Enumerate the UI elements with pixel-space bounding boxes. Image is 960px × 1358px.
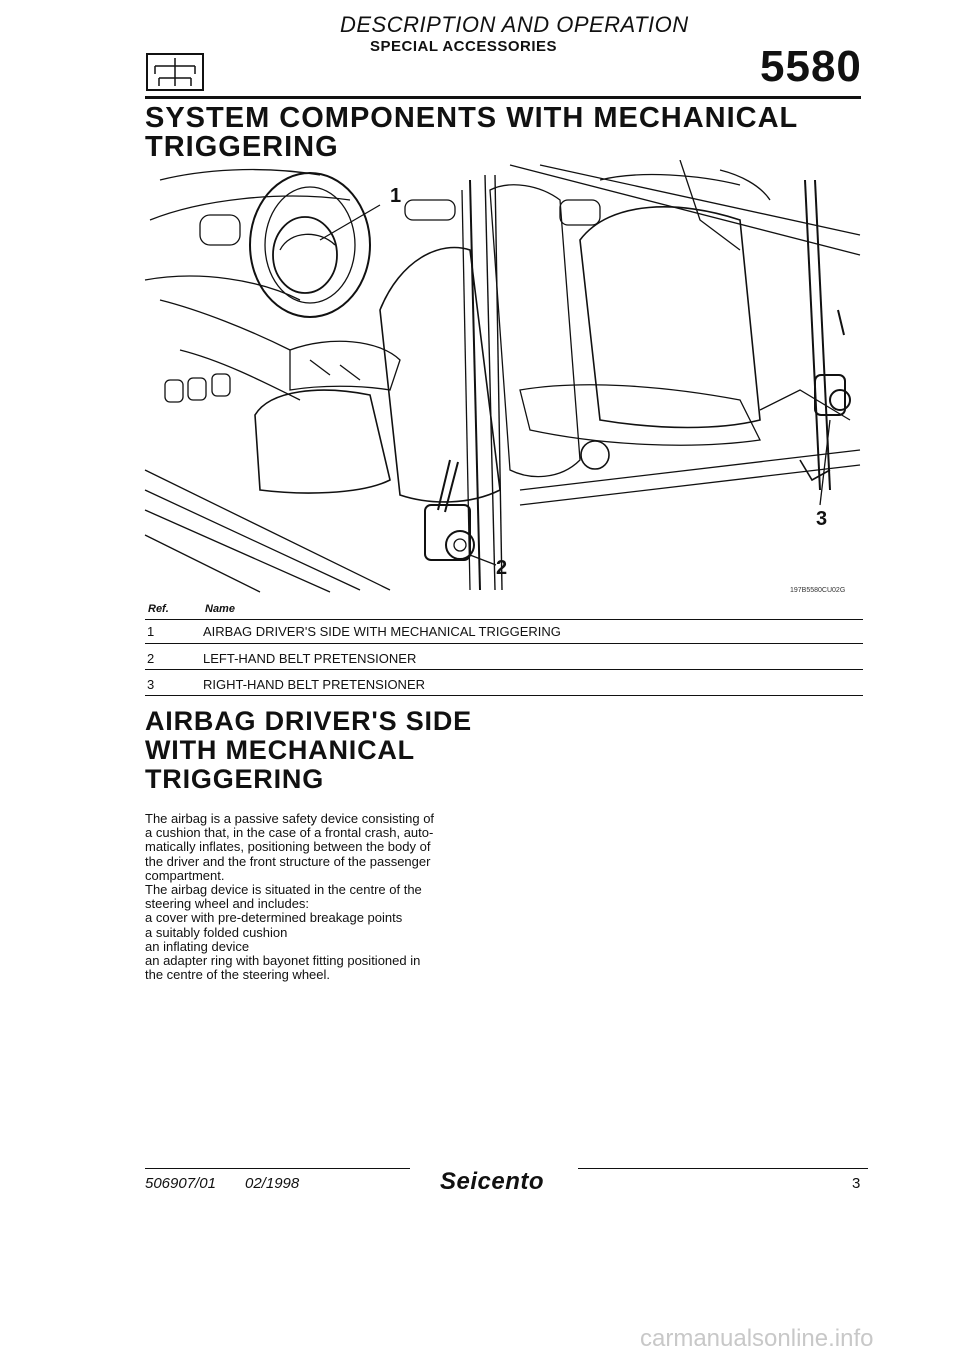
body-line: The airbag is a passive safety device consisting of xyxy=(145,811,435,826)
figure-code: 197B5580CU02G xyxy=(790,587,846,594)
section-subtitle: SPECIAL ACCESSORIES xyxy=(370,38,558,55)
row-ref: 2 xyxy=(147,651,155,666)
row-name: LEFT-HAND BELT PRETENSIONER xyxy=(203,651,417,666)
document-code: 506907/01 xyxy=(145,1175,216,1192)
row-ref: 3 xyxy=(147,677,155,692)
body-line: an inflating device xyxy=(145,938,250,954)
table-row xyxy=(145,647,863,669)
name-column-header: Name xyxy=(205,603,235,615)
page-code: 5580 xyxy=(760,42,862,91)
watermark: carmanualsonline.info xyxy=(640,1325,874,1352)
body-line: the centre of the steering wheel. xyxy=(145,967,331,983)
table-row xyxy=(145,620,863,642)
system-components-illustration xyxy=(140,160,865,600)
row-ref: 1 xyxy=(147,624,155,639)
body-line: a cover with pre-determined breakage points xyxy=(145,910,403,926)
row-name: RIGHT-HAND BELT PRETENSIONER xyxy=(203,677,425,692)
table-rule xyxy=(145,695,863,696)
page-title-line: SYSTEM COMPONENTS WITH MECHANICAL xyxy=(145,102,799,134)
body-line: an adapter ring with bayonet fitting positioned in xyxy=(145,953,421,969)
wiring-diagram-icon xyxy=(145,52,205,92)
footer-rule xyxy=(578,1168,868,1169)
body-line: matically inflates, positioning between the body of xyxy=(145,839,431,855)
body-line: the driver and the front structure of the passenger xyxy=(145,853,431,869)
page-title xyxy=(145,104,865,162)
subsection-title xyxy=(145,707,545,794)
page-number: 3 xyxy=(852,1175,861,1192)
callout-2: 2 xyxy=(496,557,508,579)
subsection-title-line: TRIGGERING xyxy=(145,764,325,794)
table-row xyxy=(145,673,863,695)
subsection-title-line: WITH MECHANICAL xyxy=(145,735,415,765)
table-rule xyxy=(145,643,863,644)
brand-logo: Seicento xyxy=(440,1168,545,1195)
table-rule xyxy=(145,669,863,670)
subsection-title-line: AIRBAG DRIVER'S SIDE xyxy=(145,706,472,736)
section-title: DESCRIPTION AND OPERATION xyxy=(340,12,689,37)
row-name: AIRBAG DRIVER'S SIDE WITH MECHANICAL TRIGGERING xyxy=(203,624,561,639)
callout-3: 3 xyxy=(816,508,828,530)
document-date: 02/1998 xyxy=(245,1175,300,1192)
body-line: The airbag device is situated in the centre of the xyxy=(145,882,422,898)
callout-1: 1 xyxy=(390,185,402,207)
body-line: steering wheel and includes: xyxy=(145,896,310,912)
body-line: compartment. xyxy=(145,867,225,883)
header-rule xyxy=(145,96,861,99)
body-line: a suitably folded cushion xyxy=(145,924,288,940)
body-paragraph xyxy=(145,812,505,982)
page-title-line: TRIGGERING xyxy=(145,131,339,163)
body-line: a cushion that, in the case of a frontal crash, auto- xyxy=(145,825,434,841)
footer-rule xyxy=(145,1168,410,1169)
ref-column-header: Ref. xyxy=(148,603,169,615)
